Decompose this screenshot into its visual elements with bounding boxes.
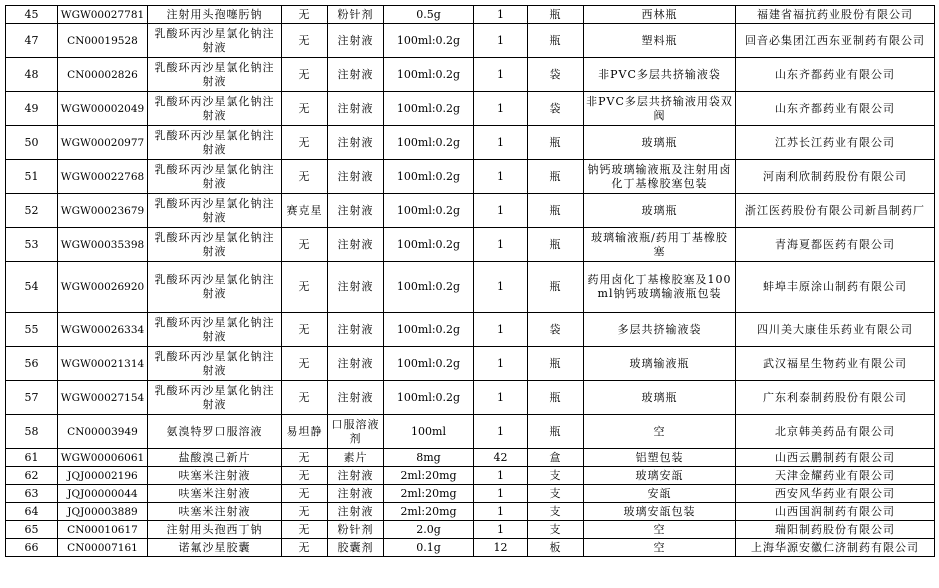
cell-dosage-form: 胶囊剂: [328, 539, 384, 557]
cell-trade-name: 无: [282, 485, 328, 503]
table-row: [6, 92, 935, 126]
cell-manufacturer: 河南利欣制药股份有限公司: [736, 160, 935, 194]
cell-manufacturer: 江苏长江药业有限公司: [736, 126, 935, 160]
cell-drug-code: CN00002826: [58, 58, 148, 92]
cell-specification: 100ml:0.2g: [384, 347, 474, 381]
cell-pack-unit: 瓶: [528, 262, 584, 313]
cell-dosage-form: 注射液: [328, 485, 384, 503]
cell-packaging-material: 玻璃瓶: [584, 381, 736, 415]
cell-packaging-material: 钠钙玻璃输液瓶及注射用卤化丁基橡胶塞包装: [584, 160, 736, 194]
cell-drug-name: 氨溴特罗口服溶液: [148, 415, 282, 449]
cell-drug-code: WGW00021314: [58, 347, 148, 381]
cell-serial-number: 58: [6, 415, 58, 449]
cell-drug-code: CN00010617: [58, 521, 148, 539]
cell-pack-unit: 袋: [528, 58, 584, 92]
cell-dosage-form: 注射液: [328, 347, 384, 381]
cell-packaging-material: 玻璃瓶: [584, 194, 736, 228]
cell-pack-quantity: 1: [474, 160, 528, 194]
cell-drug-name: 乳酸环丙沙星氯化钠注射液: [148, 92, 282, 126]
table-row: [6, 381, 935, 415]
cell-drug-name: 盐酸溴己新片: [148, 449, 282, 467]
cell-pack-quantity: 12: [474, 539, 528, 557]
cell-specification: 2ml:20mg: [384, 485, 474, 503]
cell-pack-quantity: 1: [474, 58, 528, 92]
cell-serial-number: 54: [6, 262, 58, 313]
cell-packaging-material: 非PVC多层共挤输液用袋双阀: [584, 92, 736, 126]
table-row: [6, 503, 935, 521]
cell-drug-name: 乳酸环丙沙星氯化钠注射液: [148, 381, 282, 415]
cell-pack-unit: 瓶: [528, 415, 584, 449]
cell-drug-name: 乳酸环丙沙星氯化钠注射液: [148, 24, 282, 58]
cell-pack-unit: 袋: [528, 92, 584, 126]
cell-pack-quantity: 1: [474, 467, 528, 485]
cell-specification: 100ml:0.2g: [384, 381, 474, 415]
cell-pack-unit: 瓶: [528, 126, 584, 160]
cell-dosage-form: 注射液: [328, 262, 384, 313]
drug-list-container: [5, 5, 935, 557]
cell-drug-name: 呋塞米注射液: [148, 467, 282, 485]
table-row: [6, 415, 935, 449]
cell-packaging-material: 安瓿: [584, 485, 736, 503]
cell-specification: 2ml:20mg: [384, 467, 474, 485]
cell-drug-name: 注射用头孢噻肟钠: [148, 6, 282, 24]
cell-pack-unit: 支: [528, 485, 584, 503]
cell-pack-quantity: 1: [474, 126, 528, 160]
cell-pack-quantity: 1: [474, 381, 528, 415]
cell-trade-name: 无: [282, 228, 328, 262]
table-row: [6, 126, 935, 160]
cell-dosage-form: 注射液: [328, 228, 384, 262]
cell-packaging-material: 玻璃输液瓶: [584, 347, 736, 381]
cell-dosage-form: 注射液: [328, 503, 384, 521]
cell-drug-name: 乳酸环丙沙星氯化钠注射液: [148, 313, 282, 347]
cell-serial-number: 55: [6, 313, 58, 347]
cell-dosage-form: 注射液: [328, 313, 384, 347]
cell-trade-name: 无: [282, 539, 328, 557]
cell-drug-name: 呋塞米注射液: [148, 485, 282, 503]
table-row: [6, 467, 935, 485]
table-row: [6, 485, 935, 503]
cell-packaging-material: 非PVC多层共挤输液袋: [584, 58, 736, 92]
cell-packaging-material: 西林瓶: [584, 6, 736, 24]
cell-specification: 100ml:0.2g: [384, 160, 474, 194]
cell-serial-number: 57: [6, 381, 58, 415]
table-row: [6, 194, 935, 228]
cell-drug-name: 诺氟沙星胶囊: [148, 539, 282, 557]
cell-dosage-form: 口服溶液剂: [328, 415, 384, 449]
cell-specification: 100ml:0.2g: [384, 228, 474, 262]
cell-trade-name: 无: [282, 6, 328, 24]
cell-pack-unit: 瓶: [528, 228, 584, 262]
cell-pack-unit: 板: [528, 539, 584, 557]
cell-trade-name: 无: [282, 160, 328, 194]
cell-pack-quantity: 1: [474, 503, 528, 521]
cell-pack-unit: 盒: [528, 449, 584, 467]
cell-serial-number: 49: [6, 92, 58, 126]
cell-serial-number: 48: [6, 58, 58, 92]
cell-drug-name: 乳酸环丙沙星氯化钠注射液: [148, 347, 282, 381]
cell-manufacturer: 山东齐都药业有限公司: [736, 92, 935, 126]
cell-pack-unit: 瓶: [528, 347, 584, 381]
cell-drug-name: 乳酸环丙沙星氯化钠注射液: [148, 126, 282, 160]
cell-trade-name: 无: [282, 92, 328, 126]
cell-specification: 100ml: [384, 415, 474, 449]
cell-serial-number: 45: [6, 6, 58, 24]
cell-drug-code: WGW00027154: [58, 381, 148, 415]
cell-manufacturer: 青海夏都医药有限公司: [736, 228, 935, 262]
cell-manufacturer: 蚌埠丰原涂山制药有限公司: [736, 262, 935, 313]
cell-dosage-form: 粉针剂: [328, 521, 384, 539]
cell-serial-number: 52: [6, 194, 58, 228]
cell-specification: 100ml:0.2g: [384, 194, 474, 228]
cell-serial-number: 64: [6, 503, 58, 521]
cell-pack-quantity: 42: [474, 449, 528, 467]
cell-packaging-material: 空: [584, 539, 736, 557]
cell-serial-number: 66: [6, 539, 58, 557]
cell-pack-unit: 支: [528, 521, 584, 539]
cell-trade-name: 无: [282, 262, 328, 313]
cell-pack-unit: 支: [528, 467, 584, 485]
cell-packaging-material: 多层共挤输液袋: [584, 313, 736, 347]
table-row: [6, 58, 935, 92]
cell-specification: 100ml:0.2g: [384, 313, 474, 347]
table-row: [6, 228, 935, 262]
cell-manufacturer: 天津金耀药业有限公司: [736, 467, 935, 485]
cell-pack-quantity: 1: [474, 228, 528, 262]
cell-pack-unit: 瓶: [528, 381, 584, 415]
cell-packaging-material: 空: [584, 415, 736, 449]
cell-drug-code: WGW00026334: [58, 313, 148, 347]
cell-drug-name: 乳酸环丙沙星氯化钠注射液: [148, 262, 282, 313]
cell-packaging-material: 玻璃瓶: [584, 126, 736, 160]
cell-packaging-material: 玻璃安瓿包装: [584, 503, 736, 521]
cell-pack-quantity: 1: [474, 262, 528, 313]
table-row: [6, 539, 935, 557]
cell-pack-quantity: 1: [474, 313, 528, 347]
table-row: [6, 6, 935, 24]
cell-trade-name: 无: [282, 347, 328, 381]
cell-manufacturer: 福建省福抗药业股份有限公司: [736, 6, 935, 24]
cell-dosage-form: 素片: [328, 449, 384, 467]
cell-trade-name: 无: [282, 503, 328, 521]
cell-pack-unit: 瓶: [528, 160, 584, 194]
cell-serial-number: 51: [6, 160, 58, 194]
cell-drug-code: WGW00022768: [58, 160, 148, 194]
table-row: [6, 262, 935, 313]
cell-serial-number: 56: [6, 347, 58, 381]
cell-drug-code: WGW00026920: [58, 262, 148, 313]
cell-pack-unit: 瓶: [528, 194, 584, 228]
table-row: [6, 24, 935, 58]
cell-dosage-form: 注射液: [328, 160, 384, 194]
table-row: [6, 521, 935, 539]
cell-trade-name: 无: [282, 449, 328, 467]
cell-packaging-material: 空: [584, 521, 736, 539]
cell-pack-quantity: 1: [474, 6, 528, 24]
cell-pack-quantity: 1: [474, 521, 528, 539]
cell-drug-code: CN00007161: [58, 539, 148, 557]
cell-manufacturer: 回音必集团江西东亚制药有限公司: [736, 24, 935, 58]
cell-drug-code: WGW00020977: [58, 126, 148, 160]
cell-trade-name: 无: [282, 521, 328, 539]
cell-serial-number: 63: [6, 485, 58, 503]
cell-specification: 100ml:0.2g: [384, 92, 474, 126]
cell-pack-quantity: 1: [474, 24, 528, 58]
cell-drug-name: 呋塞米注射液: [148, 503, 282, 521]
cell-manufacturer: 武汉福星生物药业有限公司: [736, 347, 935, 381]
cell-pack-quantity: 1: [474, 194, 528, 228]
cell-drug-code: WGW00002049: [58, 92, 148, 126]
cell-trade-name: 无: [282, 58, 328, 92]
cell-drug-name: 乳酸环丙沙星氯化钠注射液: [148, 228, 282, 262]
cell-pack-quantity: 1: [474, 415, 528, 449]
cell-specification: 100ml:0.2g: [384, 24, 474, 58]
cell-packaging-material: 塑料瓶: [584, 24, 736, 58]
cell-drug-code: JQJ00003889: [58, 503, 148, 521]
cell-trade-name: 无: [282, 467, 328, 485]
cell-packaging-material: 玻璃输液瓶/药用丁基橡胶塞: [584, 228, 736, 262]
cell-drug-code: CN00003949: [58, 415, 148, 449]
table-row: [6, 313, 935, 347]
cell-pack-unit: 瓶: [528, 24, 584, 58]
cell-drug-code: WGW00006061: [58, 449, 148, 467]
cell-serial-number: 61: [6, 449, 58, 467]
cell-serial-number: 65: [6, 521, 58, 539]
cell-manufacturer: 浙江医药股份有限公司新昌制药厂: [736, 194, 935, 228]
cell-specification: 0.1g: [384, 539, 474, 557]
cell-dosage-form: 粉针剂: [328, 6, 384, 24]
cell-drug-name: 乳酸环丙沙星氯化钠注射液: [148, 160, 282, 194]
cell-specification: 0.5g: [384, 6, 474, 24]
cell-drug-name: 注射用头孢西丁钠: [148, 521, 282, 539]
cell-pack-unit: 瓶: [528, 6, 584, 24]
table-row: [6, 449, 935, 467]
cell-dosage-form: 注射液: [328, 126, 384, 160]
cell-serial-number: 62: [6, 467, 58, 485]
cell-drug-name: 乳酸环丙沙星氯化钠注射液: [148, 194, 282, 228]
cell-specification: 2ml:20mg: [384, 503, 474, 521]
cell-trade-name: 无: [282, 381, 328, 415]
cell-dosage-form: 注射液: [328, 194, 384, 228]
cell-packaging-material: 药用卤化丁基橡胶塞及100ml钠钙玻璃输液瓶包装: [584, 262, 736, 313]
cell-drug-name: 乳酸环丙沙星氯化钠注射液: [148, 58, 282, 92]
cell-manufacturer: 山西国润制药有限公司: [736, 503, 935, 521]
cell-serial-number: 50: [6, 126, 58, 160]
drug-list-table: [5, 5, 935, 557]
cell-specification: 2.0g: [384, 521, 474, 539]
cell-specification: 8mg: [384, 449, 474, 467]
cell-drug-code: WGW00023679: [58, 194, 148, 228]
cell-dosage-form: 注射液: [328, 467, 384, 485]
table-row: [6, 160, 935, 194]
cell-serial-number: 53: [6, 228, 58, 262]
cell-specification: 100ml:0.2g: [384, 58, 474, 92]
cell-pack-quantity: 1: [474, 92, 528, 126]
cell-pack-unit: 支: [528, 503, 584, 521]
cell-drug-code: WGW00027781: [58, 6, 148, 24]
cell-manufacturer: 山西云鹏制药有限公司: [736, 449, 935, 467]
cell-drug-code: JQJ00000044: [58, 485, 148, 503]
cell-trade-name: 易坦静: [282, 415, 328, 449]
cell-trade-name: 无: [282, 126, 328, 160]
cell-dosage-form: 注射液: [328, 58, 384, 92]
cell-pack-quantity: 1: [474, 347, 528, 381]
cell-manufacturer: 上海华源安徽仁济制药有限公司: [736, 539, 935, 557]
cell-manufacturer: 瑞阳制药股份有限公司: [736, 521, 935, 539]
cell-pack-quantity: 1: [474, 485, 528, 503]
cell-manufacturer: 西安风华药业有限公司: [736, 485, 935, 503]
cell-trade-name: 无: [282, 313, 328, 347]
cell-packaging-material: 铝塑包装: [584, 449, 736, 467]
cell-trade-name: 无: [282, 24, 328, 58]
cell-manufacturer: 广东利泰制药股份有限公司: [736, 381, 935, 415]
cell-trade-name: 赛克星: [282, 194, 328, 228]
cell-dosage-form: 注射液: [328, 24, 384, 58]
cell-specification: 100ml:0.2g: [384, 126, 474, 160]
cell-manufacturer: 四川美大康佳乐药业有限公司: [736, 313, 935, 347]
cell-specification: 100ml:0.2g: [384, 262, 474, 313]
cell-drug-code: CN00019528: [58, 24, 148, 58]
cell-serial-number: 47: [6, 24, 58, 58]
cell-packaging-material: 玻璃安瓿: [584, 467, 736, 485]
cell-manufacturer: 山东齐都药业有限公司: [736, 58, 935, 92]
cell-dosage-form: 注射液: [328, 381, 384, 415]
cell-drug-code: JQJ00002196: [58, 467, 148, 485]
cell-dosage-form: 注射液: [328, 92, 384, 126]
cell-pack-unit: 袋: [528, 313, 584, 347]
cell-drug-code: WGW00035398: [58, 228, 148, 262]
cell-manufacturer: 北京韩美药品有限公司: [736, 415, 935, 449]
table-row: [6, 347, 935, 381]
